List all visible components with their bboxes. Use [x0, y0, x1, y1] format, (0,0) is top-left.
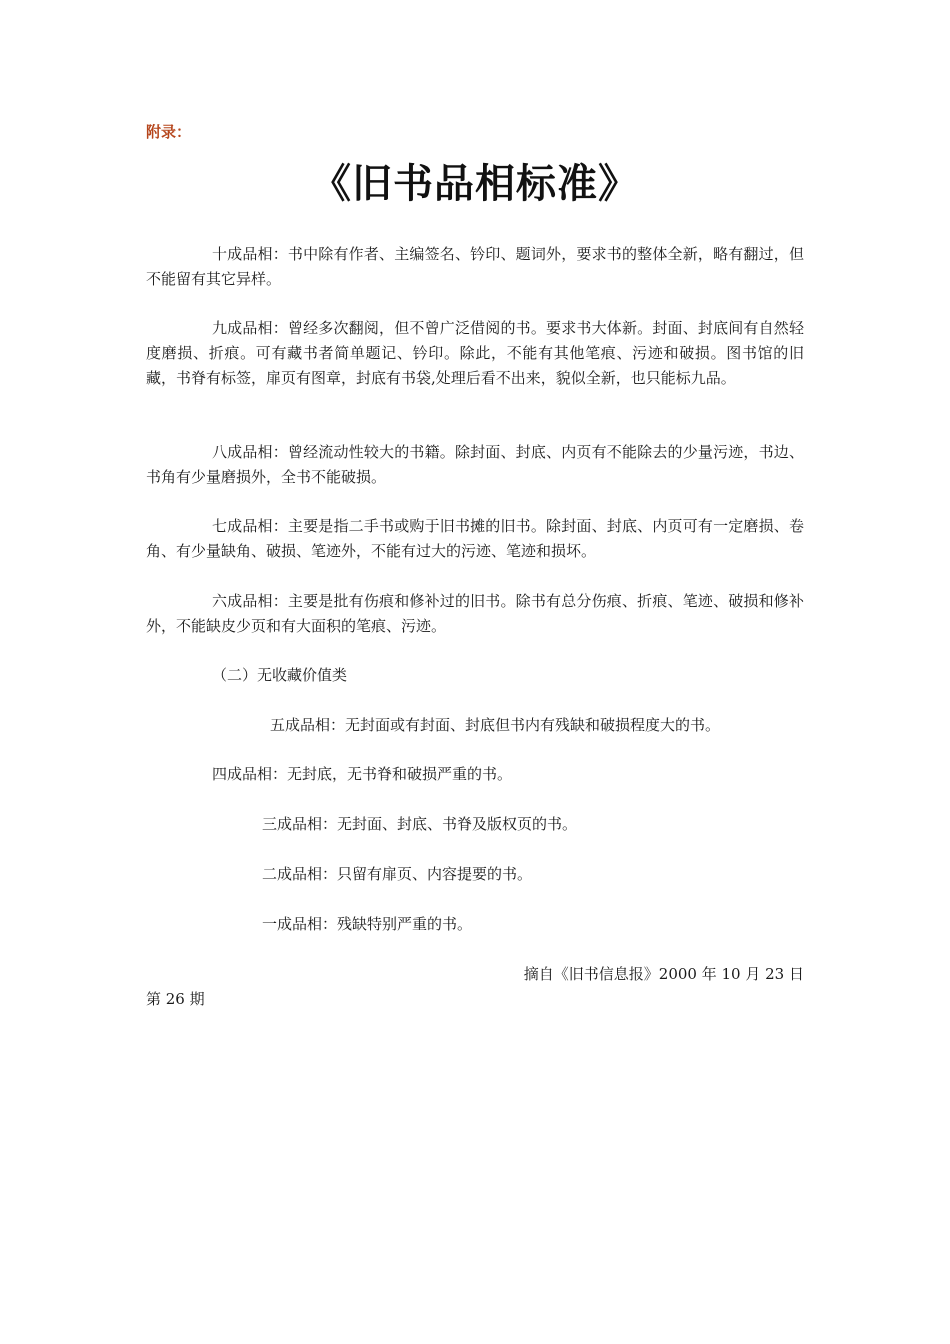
appendix-label: 附录： [146, 123, 192, 141]
grade-7-paragraph: 七成品相：主要是指二手书或购于旧书摊的旧书。除封面、封底、内页可有一定磨损、卷角、有少量缺角、破损、笔迹外，不能有过大的污迹、笔迹和损坏。 [146, 517, 804, 560]
grade-1-line: 一成品相：残缺特别严重的书。 [262, 915, 473, 933]
section-two-heading: （二）无收藏价值类 [212, 666, 348, 684]
grade-4-line: 四成品相：无封底，无书脊和破损严重的书。 [212, 765, 513, 783]
source-citation: 摘自《旧书信息报》2000 年 10 月 23 日 [523, 965, 804, 983]
issue-number: 第 26 期 [146, 990, 205, 1008]
grade-5-line: 五成品相：无封面或有封面、封底但书内有残缺和破损程度大的书。 [270, 716, 721, 734]
grade-10-paragraph: 十成品相：书中除有作者、主编签名、钤印、题词外，要求书的整体全新，略有翻过，但不能留有其它异样。 [146, 245, 804, 288]
grade-3-line: 三成品相：无封面、封底、书脊及版权页的书。 [262, 815, 578, 833]
document-title: 《旧书品相标准》 [311, 160, 639, 207]
grade-9-paragraph: 九成品相：曾经多次翻阅，但不曾广泛借阅的书。要求书大体新。封面、封底间有自然轻度磨损、折痕。可有藏书者简单题记、钤印。除此，不能有其他笔痕、污迹和破损。图书馆的旧藏，书脊有标签，扉页有图章，封底有书袋,处理后看不出来，貌似全新，也只能标九品。 [146, 319, 804, 387]
grade-2-line: 二成品相：只留有扉页、内容提要的书。 [262, 865, 533, 883]
grade-8-paragraph: 八成品相：曾经流动性较大的书籍。除封面、封底、内页有不能除去的少量污迹，书边、书角有少量磨损外，全书不能破损。 [146, 443, 804, 486]
grade-6-paragraph: 六成品相：主要是批有伤痕和修补过的旧书。除书有总分伤痕、折痕、笔迹、破损和修补外，不能缺皮少页和有大面积的笔痕、污迹。 [146, 592, 804, 635]
